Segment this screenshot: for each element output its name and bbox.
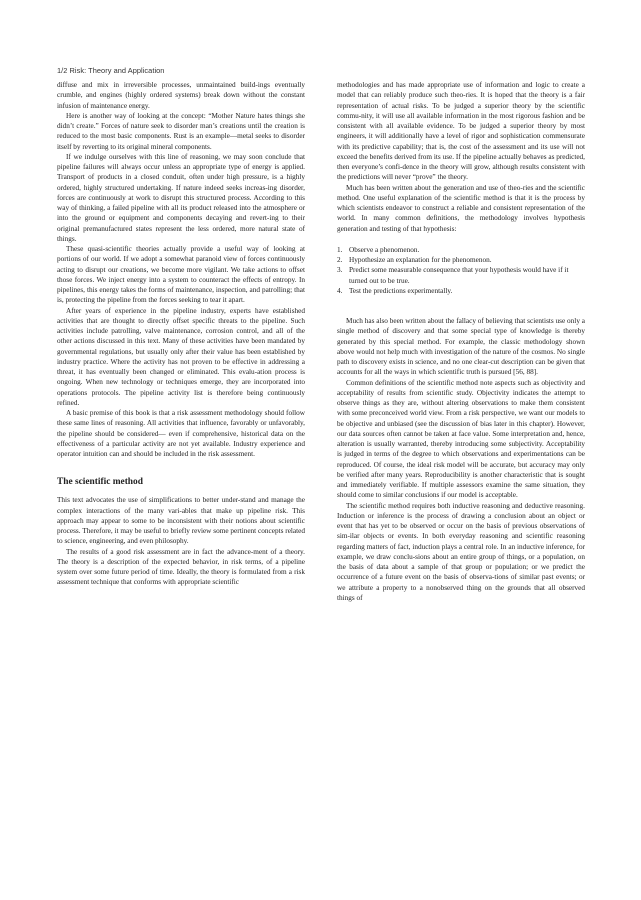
paragraph: Here is another way of looking at the concept: “Mother Nature hates things she didn’t create.” Forces of nature seek to disorder man’s creations until the creation is reduced to the most basic components. Rust is an example—metal seeks to disorder itself by reverting to its original mineral components. bbox=[57, 111, 305, 151]
list-number: 1. bbox=[337, 245, 343, 254]
paragraph: After years of experience in the pipeline industry, experts have established activities that are thought to directly offset specific threats to the pipeline. Such activities include patrolling, valve maintenance, corrosion control, and all of the other actions discussed in this text. Many of these activities have been mandated by governmental regulations, but usually only after their value has been established by industry practice. Where the activity has not proven to be effective in addressing a threat, it has eventually been changed or eliminated. This evalu-ation process is ongoing. When new technology or techniques emerge, they are incorporated into operations protocols. The pipeline activity list is therefore being continuously refined. bbox=[57, 306, 305, 407]
spacer bbox=[337, 308, 585, 316]
paragraph: The scientific method requires both inductive reasoning and deductive reasoning. Induction or inference is the process of drawing a conclusion about an object or event that has yet to be observed or occur on the basis of previous observations of sim-ilar objects or events. In both everyday reasoning and scientific reasoning regarding matters of fact, induction plays a central role. In an inductive inference, for example, we draw conclu-sions about an entire group of things, or a population, on the basis of data about a sample of that group or population; or we predict the occurrence of a future event on the basis of observa-tions of similar past events; or we attribute a property to a nonobserved thing on the grounds that all observed things of bbox=[337, 501, 585, 602]
method-steps-list bbox=[337, 245, 585, 296]
list-text: Predict some measurable consequence that your hypothesis would have if it turned out to be true. bbox=[349, 266, 569, 285]
paragraph: Much has also been written about the fallacy of believing that scientists use only a single method of discovery and that some special type of knowledge is thereby generated by this special method. For example, the classic methodology shown above would not help much with investigation of the nature of the cosmos. No single path to discovery exists in science, and no one clear-cut description can be given that accounts for all the ways in which scientific truth is pursued [56, 88]. bbox=[337, 317, 585, 377]
running-head: 1/2 Risk: Theory and Application bbox=[57, 66, 165, 75]
list-text: Hypothesize an explanation for the phenomenon. bbox=[349, 256, 492, 264]
list-number: 3. bbox=[337, 266, 343, 275]
section-heading: The scientific method bbox=[57, 477, 143, 488]
list-item bbox=[337, 286, 585, 296]
list-text: Test the predictions experimentally. bbox=[349, 286, 453, 295]
paragraph: diffuse and mix in irreversible processes, unmaintained build-ings eventually crumble, and engines (highly ordered systems) break down without the constant infusion of maintenance energy. bbox=[57, 81, 305, 110]
paragraph: These quasi-scientific theories actually provide a useful way of looking at portions of our world. If we adopt a somewhat paranoid view of forces continuously acting to disrupt our creations, we become more vigilant. We take actions to offset those forces. We inject energy into a system to counteract the effects of entropy. In pipelines, this energy takes the forms of maintenance, inspection, and patrolling; that is, protecting the pipeline from the forces seeking to tear it apart. bbox=[57, 245, 305, 305]
list-item bbox=[337, 255, 585, 265]
paragraph: Much has been written about the generation and use of theo-ries and the scientific method. One useful explanation of the scientific method is that it is the process by which scientists endeavor to construct a reliable and consistent representation of the world. In many common definitions, the methodology involves hypothesis generation and testing of that hypothesis: bbox=[337, 183, 585, 233]
list-item bbox=[337, 245, 585, 255]
right-column bbox=[337, 80, 585, 603]
paragraph: This text advocates the use of simplifications to better under-stand and manage the complex interactions of the many vari-ables that make up pipeline risk. This approach may appear to some to be inconsistent with their notions about scientific process. Therefore, it may be useful to briefly review some pertinent concepts related to science, engineering, and even philosophy. bbox=[57, 496, 305, 546]
paragraph: A basic premise of this book is that a risk assessment methodology should follow these same lines of reasoning. All activities that influence, favorably or unfavorably, the pipeline should be considered— even if comprehensive, historical data on the effectiveness of a particular activity are not yet available. Industry experience and operator intuition can and should be included in the risk assessment. bbox=[57, 409, 305, 458]
left-column bbox=[57, 80, 305, 588]
paragraph: The results of a good risk assessment are in fact the advance-ment of a theory. The theory is a description of the expected behavior, in risk terms, of a pipeline system over some future period of time. Ideally, the theory is formulated from a risk assessment technique that conforms with appropriate scientific bbox=[57, 547, 305, 587]
paragraph: Common definitions of the scientific method note aspects such as objectivity and acceptability of results from scientific study. Objectivity indicates the attempt to observe things as they are, without altering observations to make them consistent with some preconceived world view. From a risk perspective, we want our models to be objective and unbiased (see the discussion of bias later in this chapter). However, our data sources often cannot be taken at face value. Some interpretation and, hence, alteration is usually warranted, thereby introducing some subjectivity. Acceptability is judged in terms of the degree to which observations and experimentations can be reproduced. Of course, the ideal risk model will be accurate, but accuracy may only be verified after many years. Reproducibility is another characteristic that is sought and immediately verifiable. If multiple assessors examine the same situation, they should come to similar conclusions if our model is acceptable. bbox=[337, 378, 585, 500]
list-text: Observe a phenomenon. bbox=[349, 245, 420, 254]
list-item bbox=[337, 265, 585, 286]
paragraph: methodologies and has made appropriate use of information and logic to create a model that can reliably produce such theo-ries. It is hoped that the theory is a fair representation of actual risks. To be judged a superior theory by the scientific commu-nity, it will use all available information in the most rigorous fashion and be consistent with all available evidence. To be judged a superior theory by most engineers, it will additionally have a level of rigor and sophistication commensurate with its predictive capability; that is, the cost of the assessment and its use will not exceed the benefits derived from its use. If the pipeline actually behaves as predicted, then everyone’s confi-dence in the theory will grow, although results consistent with the predictions will never “prove” the theory. bbox=[337, 81, 585, 182]
list-number: 2. bbox=[337, 256, 343, 264]
paragraph: If we indulge ourselves with this line of reasoning, we may soon conclude that pipeline failures will always occur unless an appropriate type of energy is applied. Transport of products in a closed conduit, often under high pressure, is a highly ordered, highly structured undertaking. If nature indeed seeks increas-ing disorder, forces are continuously at work to disrupt this structured process. According to this way of thinking, a failed pipeline with all its product released into the atmosphere or into the ground or equipment and components decaying and revert-ing to their original premanufactured states represent the less ordered, more natural state of things. bbox=[57, 152, 305, 243]
list-number: 4. bbox=[337, 286, 343, 295]
